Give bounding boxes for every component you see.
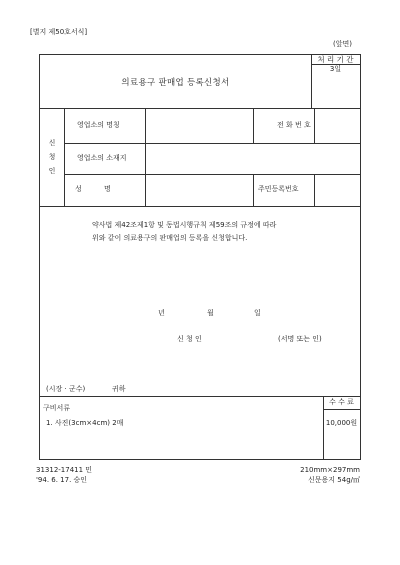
recipient-authority: (시장 · 군수) [46, 385, 86, 393]
footer-approval: '94. 6. 17. 승인 [36, 476, 88, 484]
documents-top-line [39, 396, 361, 397]
fee-amount: 10,000원 [325, 419, 358, 427]
business-name-value[interactable] [146, 110, 252, 142]
form-number-label: [별지 제50호서식] [30, 28, 88, 36]
phone-cell-left-line [253, 108, 254, 143]
fee-header: 수 수 료 [329, 398, 354, 406]
frame-top-line [39, 54, 361, 55]
applicant-name-value[interactable] [146, 176, 252, 205]
footer-paper-type: 신문용지 54g/㎡ [308, 476, 360, 484]
signature-note: (서명 또는 인) [278, 335, 322, 343]
applicant-bottom-line [39, 206, 361, 207]
footer-form-code: 31312-17411 민 [36, 466, 93, 474]
date-year-label: 년 [158, 309, 165, 317]
documents-header: 구비서류 [43, 404, 71, 412]
applicant-name-label: 성 명 [75, 185, 111, 193]
applicant-group-char-2: 청 [48, 153, 56, 161]
page-side-label: (앞면) [333, 40, 352, 48]
applicant-row1-line [64, 143, 360, 144]
date-day-label: 일 [254, 309, 261, 317]
applicant-group-char-3: 인 [48, 167, 56, 175]
business-address-value[interactable] [146, 145, 359, 173]
statement-line-1: 약사법 제42조제1항 및 동법시행규칙 제59조의 규정에 따라 [92, 221, 277, 229]
resident-cell-left-line [253, 174, 254, 206]
applicant-group-char-1: 신 [48, 139, 56, 147]
frame-left-line [39, 54, 40, 459]
applicant-row2-line [64, 174, 360, 175]
signature-label: 신 청 인 [177, 335, 202, 343]
applicant-top-line [39, 108, 361, 109]
frame-right-line [360, 54, 361, 459]
processing-period-header: 처 리 기 간 [317, 55, 354, 64]
form-title: 의료용구 판매업 등록신청서 [121, 78, 230, 88]
phone-value[interactable] [315, 110, 359, 142]
processing-period-value: 3일 [329, 65, 342, 73]
date-month-label: 월 [207, 309, 214, 317]
statement-line-2: 위와 같이 의료용구의 판매업의 등록을 신청합니다. [92, 234, 248, 242]
resident-number-label: 주민등록번호 [258, 185, 299, 193]
resident-number-value[interactable] [315, 176, 359, 205]
business-address-label: 영업소의 소재지 [77, 154, 127, 162]
business-name-label: 영업소의 명칭 [77, 121, 120, 129]
frame-bottom-line [39, 459, 361, 460]
recipient-suffix: 귀하 [112, 385, 126, 393]
applicant-group-divider [64, 108, 65, 206]
phone-label: 전 화 번 호 [277, 121, 311, 129]
footer-paper-size: 210mm×297mm [300, 466, 360, 474]
documents-item-1: 1. 사진(3cm×4cm) 2매 [46, 419, 124, 427]
fee-header-line [323, 409, 360, 410]
